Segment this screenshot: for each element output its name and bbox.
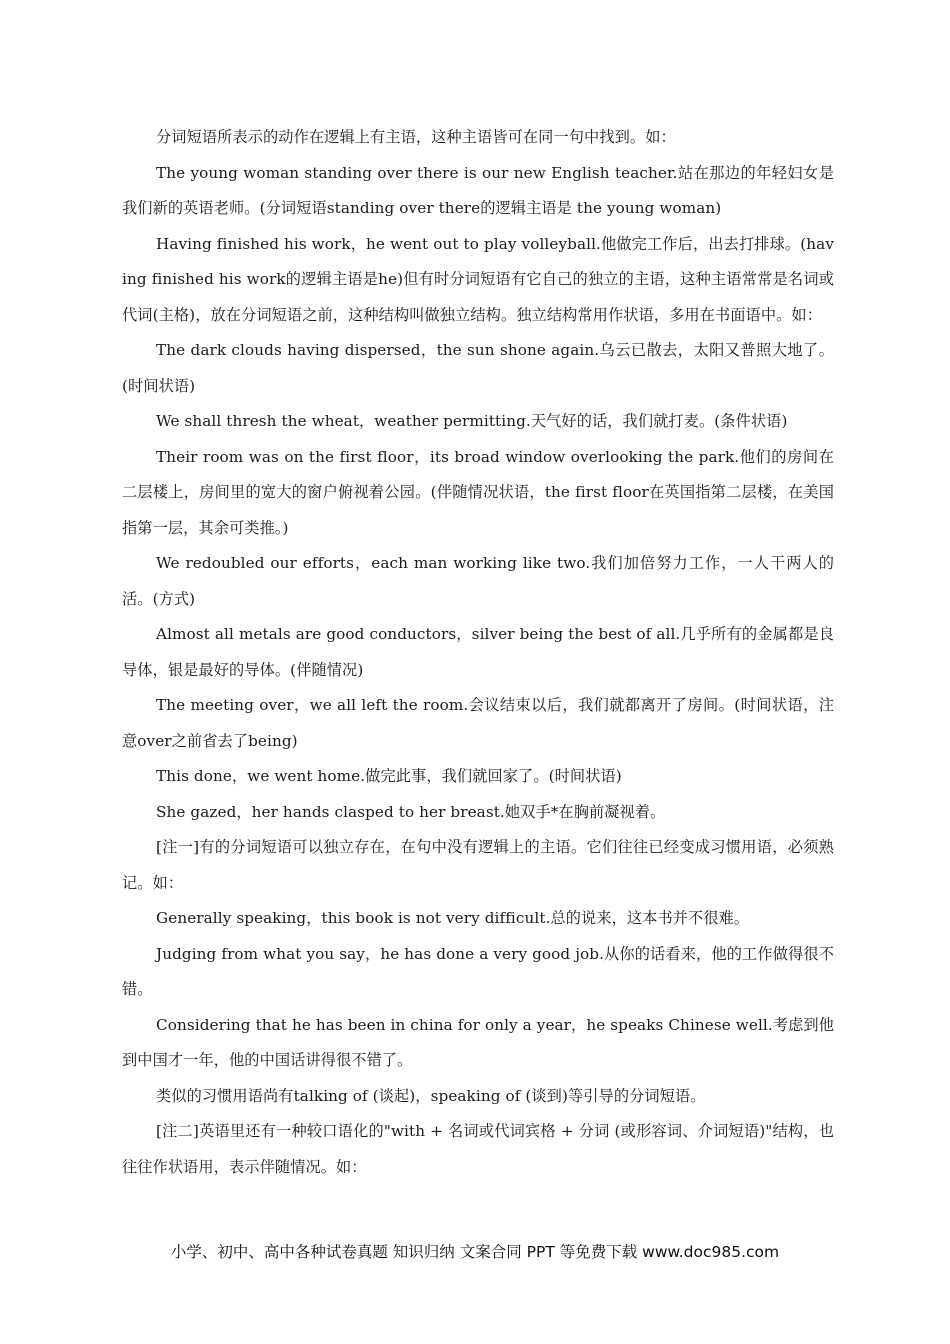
- body-text: [122, 120, 834, 1185]
- paragraph: She gazed，her hands clasped to her breast.她双手*在胸前凝视着。: [156, 802, 666, 821]
- page-footer: 小学、初中、高中各种试卷真题 知识归纳 文案合同 PPT 等免费下载 www.doc985.com: [170, 1243, 780, 1261]
- paragraph: Their room was on the first floor，its broad window overlooking the park.他们的房间在二层楼上，房间里的宽大的窗户俯视着公园。(伴随情况状语，the first floor在英国指第二层楼，在美国指第一层，其余可类推。): [122, 447, 834, 537]
- paragraph: The meeting over，we all left the room.会议结束以后，我们就都离开了房间。(时间状语，注意over之前省去了being): [122, 696, 834, 750]
- paragraph: We redoubled our efforts，each man working like two.我们加倍努力工作，一人干两人的活。(方式): [122, 554, 834, 608]
- paragraph: [注二]英语里还有一种较口语化的"with + 名词或代词宾格 + 分词 (或形容词、介词短语)"结构，也往往作状语用，表示伴随情况。如：: [122, 1122, 834, 1176]
- paragraph: Considering that he has been in china for only a year，he speaks Chinese well.考虑到他到中国才一年，他的中国话讲得很不错了。: [122, 1015, 834, 1069]
- paragraph: 类似的习惯用语尚有talking of (谈起)，speaking of (谈到)等引导的分词短语。: [156, 1086, 706, 1105]
- paragraph: The young woman standing over there is our new English teacher.站在那边的年轻妇女是我们新的英语老师。(分词短语standing over there的逻辑主语是 the young woman): [122, 163, 834, 217]
- paragraph: [注一]有的分词短语可以独立存在，在句中没有逻辑上的主语。它们往往已经变成习惯用语，必须熟记。如：: [122, 838, 834, 892]
- paragraph: This done，we went home.做完此事，我们就回家了。(时间状语): [156, 767, 622, 785]
- paragraph: Almost all metals are good conductors，silver being the best of all.几乎所有的金属都是良导体，银是最好的导体。(伴随情况): [122, 625, 834, 679]
- paragraph: 分词短语所表示的动作在逻辑上有主语，这种主语皆可在同一句中找到。如：: [156, 128, 676, 146]
- paragraph: Judging from what you say，he has done a very good job.从你的话看来，他的工作做得很不错。: [122, 944, 834, 998]
- paragraph: The dark clouds having dispersed，the sun shone again.乌云已散去，太阳又普照大地了。(时间状语): [122, 341, 834, 395]
- paragraph: Having finished his work，he went out to play volleyball.他做完工作后，出去打排球。(having finished his work的逻辑主语是he)但有时分词短语有它自己的独立的主语，这种主语常常是名词或代词(主格)，放在分词短语之前，这种结构叫做独立结构。独立结构常用作状语，多用在书面语中。如：: [122, 234, 834, 324]
- paragraph: Generally speaking，this book is not very difficult.总的说来，这本书并不很难。: [156, 909, 750, 927]
- paragraph: We shall thresh the wheat，weather permitting.天气好的话，我们就打麦。(条件状语): [156, 412, 788, 430]
